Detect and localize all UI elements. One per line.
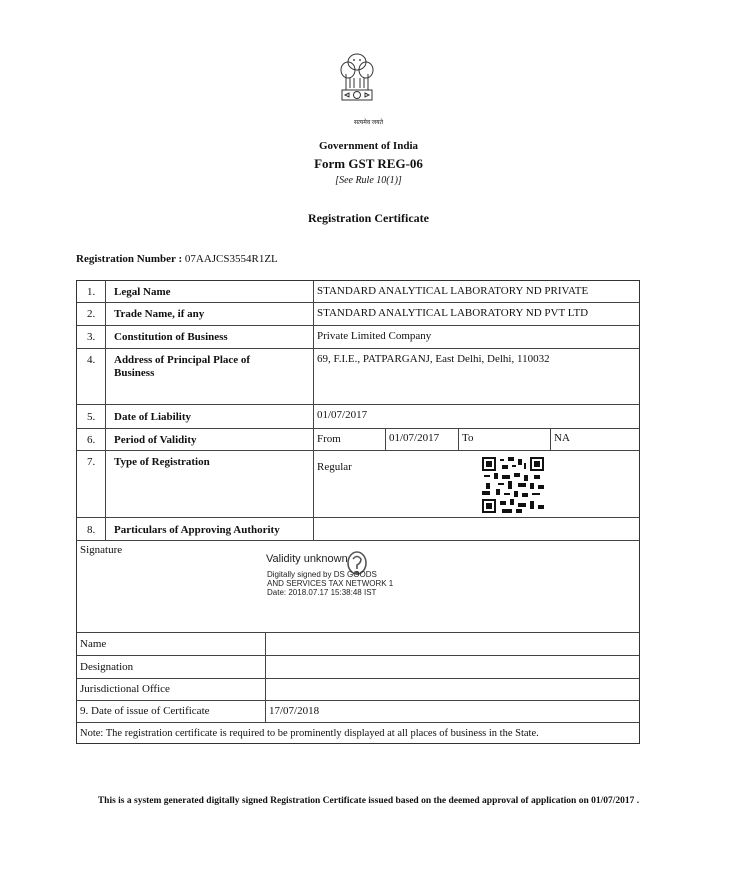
signature-date: Date: 2018.07.17 15:38:48 IST (267, 588, 377, 597)
registration-number-label: Registration Number : (76, 253, 183, 265)
validity-to-value: NA (554, 432, 570, 444)
constitution-label: Constitution of Business (114, 331, 228, 343)
national-emblem-icon (336, 50, 378, 118)
footer-note: This is a system generated digitally signed Registration Certificate issued based on the deemed approval of application on 01/07/2017 . (97, 796, 640, 806)
form-title: Form GST REG-06 (314, 156, 423, 171)
emblem-motto: सत्यमेव जयते (353, 120, 384, 126)
constitution-value: Private Limited Company (317, 330, 432, 342)
row-number: 3. (87, 331, 96, 343)
row-number: 1. (87, 286, 96, 298)
date-of-liability-label: Date of Liability (114, 411, 191, 423)
validity-from-value: 01/07/2017 (389, 432, 440, 444)
registration-number-line (76, 253, 278, 265)
trade-name-label: Trade Name, if any (114, 308, 205, 320)
certificate-title: Registration Certificate (308, 211, 429, 225)
designation-label: Designation (80, 661, 134, 673)
certificate-table (76, 280, 640, 744)
approving-authority-label: Particulars of Approving Authority (114, 524, 280, 536)
date-of-issue-label: 9. Date of issue of Certificate (80, 705, 210, 717)
row-number: 7. (87, 456, 96, 468)
signature-label: Signature (80, 544, 123, 556)
type-of-registration-label: Type of Registration (114, 456, 210, 468)
address-label: Address of Principal Place of Business (114, 354, 251, 379)
qr-code (482, 457, 544, 513)
signature-line-1: Digitally signed by DS GOODS (267, 570, 377, 579)
row-number: 4. (87, 354, 96, 366)
row-number: 8. (87, 524, 96, 536)
address-value: 69, F.I.E., PATPARGANJ, East Delhi, Delhi, 110032 (317, 353, 550, 365)
date-of-liability-value: 01/07/2017 (317, 409, 368, 421)
signature-validity: Validity unknown (266, 553, 348, 565)
legal-name-label: Legal Name (114, 286, 171, 298)
registration-number-value: 07AAJCS3554R1ZL (184, 253, 278, 265)
trade-name-value: STANDARD ANALYTICAL LABORATORY ND PVT LTD (317, 307, 589, 319)
row-number: 6. (87, 434, 96, 446)
period-of-validity-label: Period of Validity (114, 434, 197, 446)
name-label: Name (80, 638, 107, 650)
legal-name-value: STANDARD ANALYTICAL LABORATORY ND PRIVATE (317, 285, 589, 297)
rule-reference: [See Rule 10(1)] (335, 175, 402, 186)
government-heading: Government of India (319, 140, 418, 152)
type-of-registration-value: Regular (317, 461, 352, 473)
date-of-issue-value: 17/07/2018 (269, 705, 320, 717)
jurisdictional-office-label: Jurisdictional Office (80, 683, 170, 695)
signature-line-2: AND SERVICES TAX NETWORK 1 (267, 579, 394, 588)
row-number: 2. (87, 308, 96, 320)
validity-from-label: From (317, 433, 341, 445)
note-text: Note: The registration certificate is required to be prominently displayed at all places of business in the State. (80, 728, 539, 739)
row-number: 5. (87, 411, 96, 423)
validity-to-label: To (462, 432, 474, 444)
